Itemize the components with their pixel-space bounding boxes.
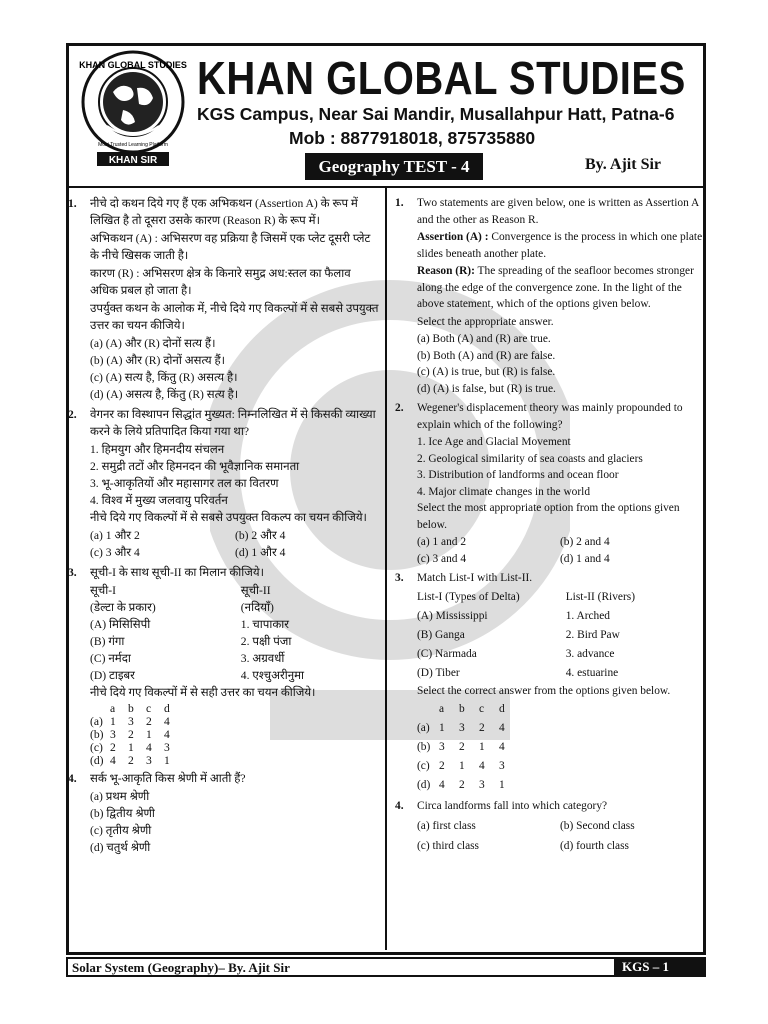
english-column [395, 195, 703, 859]
answer-codes: a b c d (a) 1 3 2 4 (b) 3 2 1 4 (c) 2 1 4 3 (d) 4 2 3 1 [417, 700, 703, 795]
mobile: Mob : 8877918018, 875735880 [289, 128, 536, 148]
q2-instruction: Select the most appropriate option from the options given below. [417, 502, 680, 531]
list2-item: 3. अग्रवर्धी [240, 652, 285, 665]
option-c: (c) 3 और 4 [90, 546, 140, 559]
list2-item: 2. पक्षी पंजा [240, 635, 292, 648]
kgs-logo [79, 48, 187, 172]
question-number: 1. [68, 197, 77, 210]
q4-stem: Circa landforms fall into which category? [417, 800, 608, 812]
list2-item: 1. Arched [565, 609, 611, 622]
code-head: c [146, 702, 152, 715]
option-a: (a) 1 and 2 [417, 536, 467, 548]
option-a: (a) प्रथम श्रेणी [90, 790, 150, 803]
list2-item: 1. चापाकार [240, 618, 289, 631]
code-head: d [499, 703, 505, 715]
code-head: b [459, 703, 465, 715]
option-d: (d) 1 and 4 [560, 552, 610, 565]
question-4-hindi [68, 770, 380, 856]
q3-stem: सूची-I के साथ सूची-II का मिलान कीजिये। [90, 566, 265, 579]
code-label: (b) [417, 741, 431, 753]
list1-item: (B) Ganga [417, 628, 465, 641]
q2-item: 3. Distribution of landforms and ocean floor [417, 469, 619, 481]
code-head: a [110, 702, 116, 715]
brand-title: KHAN GLOBAL STUDIES [197, 53, 686, 105]
column-divider [385, 188, 387, 950]
option-b: (b) द्वितीय श्रेणी [90, 807, 155, 820]
code-label: (d) [90, 754, 104, 767]
option-c: (c) 3 and 4 [417, 552, 467, 565]
list1-subheader: (डेल्टा के प्रकार) [90, 601, 156, 614]
logo-bottom-text: Most Trusted Learning Platform [98, 142, 168, 148]
header [69, 46, 703, 186]
test-title: Geography TEST - 4 [305, 153, 483, 180]
question-4-english [395, 798, 703, 856]
question-number: 2. [68, 408, 77, 421]
code-label: (a) [417, 722, 430, 734]
list1-header: सूची-I [90, 584, 116, 597]
option-d: (d) 1 और 4 [235, 546, 286, 559]
code-head: d [164, 702, 170, 715]
question-1-english [395, 195, 703, 397]
q1-instruction: उपर्युक्त कथन के आलोक में, नीचे दिये गए विकल्पों में से सबसे उपयुक्त उत्तर का चयन कीजिये। [90, 302, 379, 332]
question-2-hindi [68, 406, 380, 561]
q2-item: 2. समुद्री तटों और हिमनदन की भूवैज्ञानिक समानता [90, 460, 300, 473]
code-label: (c) [417, 760, 430, 772]
question-3-hindi [68, 564, 380, 767]
list1-item: (D) टाइबर [90, 669, 135, 682]
reason-text: The spreading of the seafloor becomes stronger along the edge of the convergence zone. In the light of the above statement, which of the options given below. [417, 265, 694, 310]
q3-instruction: नीचे दिये गए विकल्पों में से सही उत्तर का चयन कीजिये। [90, 686, 316, 699]
reason-label: Reason (R): [417, 265, 475, 277]
code-head: c [479, 703, 485, 715]
option-b: (b) Second class [560, 819, 635, 832]
list2-item: 4. estuarine [565, 666, 619, 679]
option-c: (c) तृतीय श्रेणी [90, 824, 152, 837]
option-c: (c) third class [417, 839, 479, 852]
q2-item: 1. Ice Age and Glacial Movement [417, 436, 571, 448]
assertion-text: Convergence is the process in which one plate slides beneath another plate. [417, 231, 703, 260]
option-d: (d) चतुर्थ श्रेणी [90, 841, 151, 854]
q3-instruction: Select the correct answer from the options given below. [417, 684, 671, 697]
question-number: 4. [395, 800, 404, 812]
address: KGS Campus, Near Sai Mandir, Musallahpur Hatt, Patna-6 [197, 104, 675, 124]
list1-item: (B) गंगा [90, 635, 125, 648]
option-b: (b) 2 और 4 [235, 529, 286, 542]
q2-item: 4. विश्व में मुख्य जलवायु परिवर्तन [90, 494, 228, 507]
option-c: (c) (A) is true, but (R) is false. [417, 366, 556, 378]
question-number: 4. [68, 772, 77, 785]
code-label: (a) [90, 715, 103, 728]
assertion-label: Assertion (A) : [417, 231, 489, 243]
q2-item: 3. भू-आकृतियों और महासागर तल का वितरण [90, 477, 279, 490]
answer-codes: a b c d (a) 1 3 2 4 (b) 3 2 1 4 (c) 2 1 4 3 (d) 4 2 3 1 [90, 702, 380, 767]
option-c: (c) (A) सत्य है, किंतु (R) असत्य है। [90, 371, 238, 384]
q2-item: 1. हिमयुग और हिमनदीय संचलन [90, 443, 225, 456]
list2-item: 2. Bird Paw [565, 628, 620, 641]
list2-subheader: (नदियाँ) [240, 601, 274, 614]
option-d: (d) (A) is false, but (R) is true. [417, 382, 556, 395]
q1-instruction: Select the appropriate answer. [417, 315, 554, 328]
footer-title: Solar System (Geography)– By. Ajit Sir [72, 960, 290, 975]
question-number: 3. [68, 566, 77, 579]
question-2-english [395, 400, 703, 567]
code-head: a [439, 703, 445, 715]
list2-header: सूची-II [240, 584, 271, 597]
option-a: (a) (A) और (R) दोनों सत्य हैं। [90, 337, 216, 350]
option-b: (b) 2 and 4 [560, 536, 610, 548]
option-b: (b) Both (A) and (R) are false. [417, 349, 556, 362]
q2-stem: Wegener's displacement theory was mainly propounded to explain which of the following? [417, 402, 683, 431]
q1-reason [417, 263, 703, 313]
logo-top-text: KHAN GLOBAL STUDIES [79, 60, 187, 70]
q2-item: 2. Geological similarity of sea coasts and glaciers [417, 452, 643, 465]
list1-item: (A) Mississippi [417, 609, 488, 622]
code-label: (b) [90, 728, 104, 741]
list2-header: List-II (Rivers) [565, 590, 635, 603]
option-b: (b) (A) और (R) दोनों असत्य हैं। [90, 354, 225, 367]
byline: By. Ajit Sir [585, 156, 662, 173]
question-1-hindi [68, 195, 380, 403]
list2-item: 3. advance [565, 647, 615, 660]
q3-stem: Match List-I with List-II. [417, 572, 533, 584]
q1-assertion [417, 229, 703, 262]
q2-instruction: नीचे दिये गए विकल्पों में से सबसे उपयुक्त विकल्प का चयन कीजिये। [90, 511, 367, 524]
code-head: b [128, 702, 134, 715]
option-d: (d) (A) असत्य है, किंतु (R) सत्य है। [90, 388, 239, 401]
q1-stem: Two statements are given below, one is written as Assertion A and the other as Reason R. [417, 197, 699, 226]
page-number: KGS – 1 [614, 959, 704, 975]
logo-banner: KHAN SIR [108, 155, 158, 166]
q2-item: 4. Major climate changes in the world [417, 485, 591, 498]
option-d: (d) fourth class [560, 839, 629, 852]
list1-header: List-I (Types of Delta) [417, 590, 520, 603]
list1-item: (A) मिसिसिपी [90, 618, 151, 631]
code-label: (d) [417, 779, 431, 791]
option-a: (a) 1 और 2 [90, 529, 140, 542]
q4-stem: सर्क भू-आकृति किस श्रेणी में आती हैं? [90, 772, 246, 785]
q1-reason: कारण (R) : अभिसरण क्षेत्र के किनारे समुद्र अध:स्तल का फैलाव अधिक प्रबल हो जाता है। [90, 267, 351, 297]
list1-item: (C) नर्मदा [90, 652, 131, 665]
question-number: 3. [395, 572, 404, 584]
option-a: (a) first class [417, 819, 476, 832]
hindi-column [68, 195, 380, 859]
code-label: (c) [90, 741, 103, 754]
list2-item: 4. एश्चुअरीनुमा [240, 669, 305, 682]
footer [66, 957, 706, 977]
question-3-english [395, 570, 703, 795]
q1-assertion: अभिकथन (A) : अभिसरण वह प्रक्रिया है जिसमें एक प्लेट दूसरी प्लेट के नीचे खिसक जाती है। [90, 232, 371, 262]
question-number: 2. [395, 402, 404, 414]
list1-item: (C) Narmada [417, 647, 477, 660]
option-a: (a) Both (A) and (R) are true. [417, 333, 551, 345]
question-number: 1. [395, 197, 404, 209]
list1-item: (D) Tiber [417, 666, 460, 679]
q2-stem: वेगनर का विस्थापन सिद्धांत मुख्यत: निम्नलिखित में से किसकी व्याख्या करने के लिये प्रतिपादित किया गया था? [90, 408, 376, 438]
q1-intro: नीचे दो कथन दिये गए हैं एक अभिकथन (Assertion A) के रूप में लिखित है तो दूसरा उसके कारण (Reason R) के रूप में। [90, 197, 358, 227]
